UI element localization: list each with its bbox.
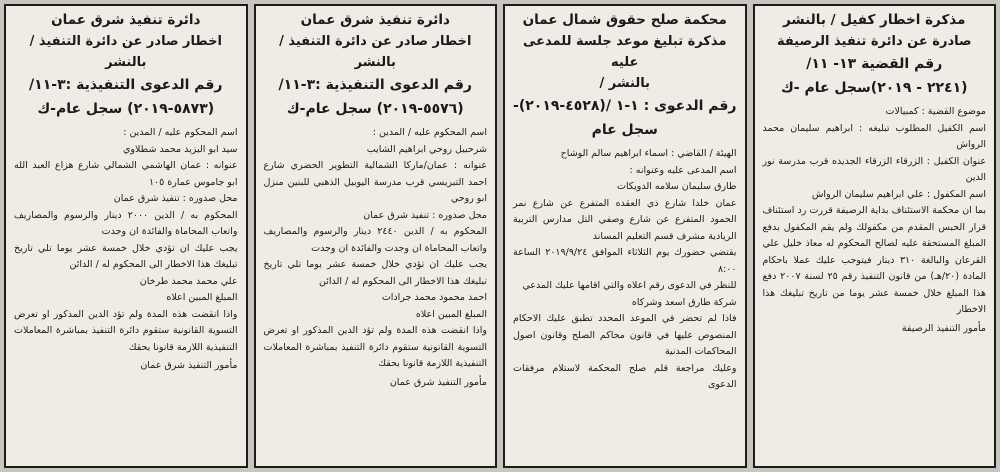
notice-signature: مأمور التنفيذ شرق عمان xyxy=(389,376,487,388)
notice-paragraph: فاذا لم تحضر في الموعد المحدد تطبق عليك الاحكام المنصوص عليها في قانون محاكم الصلح وقانون اصول المحاكمات المدنية xyxy=(513,313,737,357)
notices-row xyxy=(4,4,996,468)
notice-paragraph: عمان خلدا شارع ذي العقده المتفرع عن شارع نمر الحمود المتفرع عن شارع وصفي التل مدارس التربية الريادية مشرف قسم التعليم المساند xyxy=(513,197,737,242)
case-record: سجل عام xyxy=(591,122,658,138)
notice-court-hearing xyxy=(503,4,747,468)
notice-paragraph: عنوان الكفيل : الزرقاء الزرقاء الجديده قرب مدرسة نور الدين xyxy=(762,155,986,183)
case-number: رقم الدعوى التنفيذية :٣-١١/ xyxy=(29,77,223,93)
case-number: رقم القضية ١٣- ١١/ xyxy=(806,56,943,72)
notice-title: دائرة تنفيذ شرق عمان xyxy=(51,12,201,28)
notice-paragraph: عنوانه : عمان الهاشمي الشمالي شارع هزاع العبد الله ابو جاموس عمارة ١٠٥ xyxy=(14,160,238,188)
notice-paragraph: سيد ابو اليزيد محمد شطلاوي xyxy=(122,143,238,155)
case-number: رقم الدعوى : ١-١ /(٤٥٢٨-٢٠١٩)- xyxy=(513,98,737,114)
case-record: (٥٨٧٣-٢٠١٩) سجل عام-ك xyxy=(37,101,215,117)
notice-paragraph: عنوانه : عمان/ماركا الشمالية التطوير الحضري شارع احمد التبريسي قرب مدرسة اليوبيل الذهبي للبنين منزل ابو روحي xyxy=(263,160,487,204)
notice-subtitle: صادرة عن دائرة تنفيذ الرصيفة xyxy=(776,34,972,49)
notice-execution-5576 xyxy=(254,4,498,468)
notice-paragraph: شركة طارق اسعد وشركاه xyxy=(631,296,737,308)
notice-body xyxy=(14,125,238,356)
notice-paragraph: يجب عليك ان تؤدي خلال خمسة عشر يوما تلي تاريخ تبليغك هذا الاخطار الى المحكوم له / الدائن xyxy=(263,259,487,287)
case-number: رقم الدعوى التنفيذية :٣-١١/ xyxy=(278,77,472,93)
notice-paragraph: موضوع القضية : كمبيالات xyxy=(885,106,986,117)
notice-paragraph: وعليك مراجعة قلم صلح المحكمة لاستلام مرفقات الدعوى xyxy=(513,362,737,390)
notice-subtitle: مذكرة تبليغ موعد جلسة للمدعى عليه xyxy=(523,34,727,70)
case-record: (٥٥٧٦-٢٠١٩) سجل عام-ك xyxy=(286,101,464,117)
notice-paragraph: للنظر في الدعوى رقم اعلاه والتي اقامها عليك المدعي xyxy=(522,280,737,291)
notice-paragraph: اسم المدعى عليه وعنوانه : xyxy=(629,164,737,176)
notice-paragraph: احمد محمود محمد جرادات xyxy=(381,292,487,303)
notice-title: محكمة صلح حقوق شمال عمان xyxy=(522,12,727,28)
notice-subtitle: اخطار صادر عن دائرة التنفيذ / بالنشر xyxy=(29,34,222,70)
notice-paragraph: شرحبيل روحي ابراهيم الشايب xyxy=(366,143,487,155)
notice-body xyxy=(763,104,987,319)
notice-paragraph: اسم المحكوم عليه / المدين : xyxy=(123,127,238,138)
notice-paragraph: بما ان محكمة الاستئناف بداية الرصيفة قررت رد استئناف قرار الحبس المقدم من مكفولك ولم يقم المكفول بدفع المبلغ المستحقة عليه لصالح المحكوم له معاذ خليل علي القرعان والبالغة ٣١٠ دينار فيتوجب عليك عملا باحكام المادة (٢٠/هـ) من قانون التنفيذ رقم ٢٥ لسنة ٢٠٠٧ دفع هذا المبلغ خلال خمسة عشر يوما من تاريخ تبليغك هذا الاخطار xyxy=(762,205,987,315)
notice-guarantor xyxy=(753,4,997,468)
notice-paragraph: المبلغ المبين اعلاه xyxy=(415,308,487,320)
notice-execution-5873 xyxy=(4,4,248,468)
notice-paragraph: المحكوم به / الدين ٢٤٤٠ دينار والرسوم والمصاريف واتعاب المحاماة ان وجدت والفائدة ان وجدت xyxy=(263,226,487,254)
notice-paragraph: يجب عليك ان تؤدي خلال خمسة عشر يوما تلي تاريخ تبليغك هذا الاخطار الى المحكوم له / الدائن xyxy=(14,242,238,270)
notice-subtitle: اخطار صادر عن دائرة التنفيذ / بالنشر xyxy=(279,34,472,70)
notice-title: دائرة تنفيذ شرق عمان xyxy=(300,12,450,28)
notice-paragraph: واذا انقضت هذه المدة ولم تؤد الدين المذكور او تعرض التسوية القانونية ستقوم دائرة التنفيذ بمباشرة المعاملات التنفيذية اللازمة قانونا بحقك xyxy=(263,325,487,369)
notice-subtitle: بالنشر / xyxy=(599,76,651,91)
notice-paragraph: اسم المكفول : علي ابراهيم سليمان الرواش xyxy=(811,188,986,200)
notice-paragraph: طارق سليمان سلامه الدويكات xyxy=(617,181,737,192)
notice-signature: مأمور التنفيذ شرق عمان xyxy=(140,360,238,371)
notice-title: مذكرة اخطار كفيل / بالنشر xyxy=(783,12,966,28)
notice-body xyxy=(513,146,737,394)
notice-paragraph: واذا انقضت هذه المدة ولم تؤد الدين المذكور او تعرض التسوية القانونية ستقوم دائرة التنفيذ بمباشرة المعاملات التنفيذية اللازمة قانونا بحقك xyxy=(14,308,238,353)
notice-paragraph: محل صدوره : تنفيذ شرق عمان xyxy=(363,209,487,221)
notice-body xyxy=(264,125,488,373)
notice-paragraph: علي محمد محمد طرخان xyxy=(139,275,238,287)
notice-paragraph: محل صدوره : تنفيذ شرق عمان xyxy=(113,193,238,204)
notice-paragraph: اسم الكفيل المطلوب تبليغه : ابراهيم سليمان محمد الرواش xyxy=(762,122,986,150)
notice-paragraph: اسم المحكوم عليه / المدين : xyxy=(372,127,487,138)
notice-signature: مأمور التنفيذ الرصيفة xyxy=(901,322,986,334)
notice-paragraph: يقتضي حضورك يوم الثلاثاء الموافق ٢٠١٩/٩/٢٤ الساعة ٨:٠٠ xyxy=(513,247,737,275)
notice-paragraph: الهيئة / القاضي : اسماء ابراهيم سالم الوشاح xyxy=(560,148,737,159)
notice-paragraph: المبلغ المبين اعلاه xyxy=(166,292,238,303)
notice-paragraph: المحكوم به / الدين ٢٠٠٠ دينار والرسوم والمصاريف واتعاب المحاماة والفائدة ان وجدت xyxy=(14,209,238,237)
case-record: (٢٢٤١ - ٢٠١٩)سجل عام -ك xyxy=(780,80,968,96)
